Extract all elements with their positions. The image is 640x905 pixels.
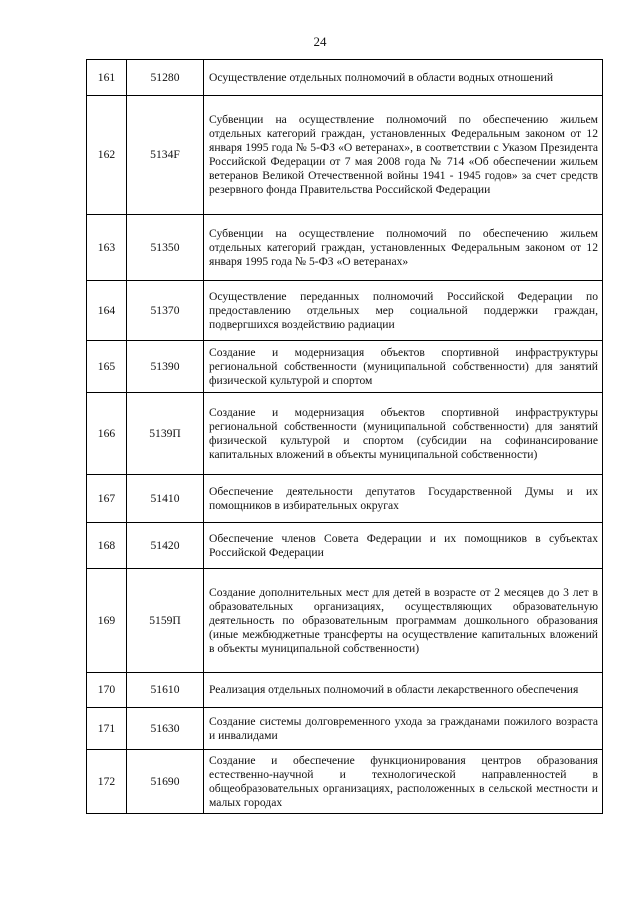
row-code: 51410 (127, 475, 204, 523)
row-description: Обеспечение деятельности депутатов Государственной Думы и их помощников в избирательных округах (204, 475, 603, 523)
row-description: Создание системы долговременного ухода за гражданами пожилого возраста и инвалидами (204, 708, 603, 750)
row-number: 163 (87, 215, 127, 281)
row-code: 5139П (127, 393, 204, 475)
row-code: 51630 (127, 708, 204, 750)
row-number: 168 (87, 523, 127, 569)
table-row (87, 393, 603, 475)
row-description: Создание дополнительных мест для детей в возрасте от 2 месяцев до 3 лет в образовательных организациях, осуществляющих образовательную деятельность по образовательным программам дошкольного образования (иные межбюджетные трансферты на осуществление капитальных вложений в объекты муниципальной собственности) (204, 569, 603, 673)
row-code: 5134F (127, 96, 204, 215)
page-number: 24 (313, 34, 327, 49)
row-code: 51690 (127, 750, 204, 814)
table-row (87, 96, 603, 215)
row-number: 161 (87, 60, 127, 96)
row-description: Реализация отдельных полномочий в области лекарственного обеспечения (204, 673, 603, 708)
table-row (87, 475, 603, 523)
row-description: Субвенции на осуществление полномочий по обеспечению жильем отдельных категорий граждан, установленных Федеральным законом от 12 января 1995 года № 5-ФЗ «О ветеранах» (204, 215, 603, 281)
row-description: Создание и обеспечение функционирования центров образования естественно-научной и технологической направленностей в общеобразовательных организациях, расположенных в сельской местности и малых городах (204, 750, 603, 814)
row-description: Осуществление переданных полномочий Российской Федерации по предоставлению отдельных мер социальной поддержки граждан, подвергшихся воздействию радиации (204, 281, 603, 341)
row-code: 5159П (127, 569, 204, 673)
row-number: 165 (87, 341, 127, 393)
row-code: 51420 (127, 523, 204, 569)
table-row (87, 750, 603, 814)
row-number: 171 (87, 708, 127, 750)
row-number: 162 (87, 96, 127, 215)
row-number: 164 (87, 281, 127, 341)
row-description: Создание и модернизация объектов спортивной инфраструктуры региональной собственности (муниципальной собственности) для занятий физической культурой и спортом (субсидии на софинансирование капитальных вложений в объекты муниципальной собственности) (204, 393, 603, 475)
row-code: 51610 (127, 673, 204, 708)
row-number: 167 (87, 475, 127, 523)
row-number: 166 (87, 393, 127, 475)
table-row (87, 215, 603, 281)
row-number: 170 (87, 673, 127, 708)
row-code: 51390 (127, 341, 204, 393)
row-description: Субвенции на осуществление полномочий по обеспечению жильем отдельных категорий граждан, установленных Федеральным законом от 12 января 1995 года № 5-ФЗ «О ветеранах», в соответствии с Указом Президента Российской Федерации от 7 мая 2008 года № 714 «Об обеспечении жильем ветеранов Великой Отечественной войны 1941 - 1945 годов» за счет средств резервного фонда Правительства Российской Федерации (204, 96, 603, 215)
row-code: 51370 (127, 281, 204, 341)
row-description: Осуществление отдельных полномочий в области водных отношений (204, 60, 603, 96)
table-row (87, 281, 603, 341)
table-row (87, 569, 603, 673)
row-code: 51350 (127, 215, 204, 281)
row-number: 169 (87, 569, 127, 673)
table-row (87, 708, 603, 750)
table-row (87, 523, 603, 569)
budget-codes-table (86, 59, 603, 814)
row-description: Создание и модернизация объектов спортивной инфраструктуры региональной собственности (муниципальной собственности) для занятий физической культурой и спортом (204, 341, 603, 393)
row-description: Обеспечение членов Совета Федерации и их помощников в субъектах Российской Федерации (204, 523, 603, 569)
table-row (87, 60, 603, 96)
row-code: 51280 (127, 60, 204, 96)
row-number: 172 (87, 750, 127, 814)
table-row (87, 673, 603, 708)
table-row (87, 341, 603, 393)
